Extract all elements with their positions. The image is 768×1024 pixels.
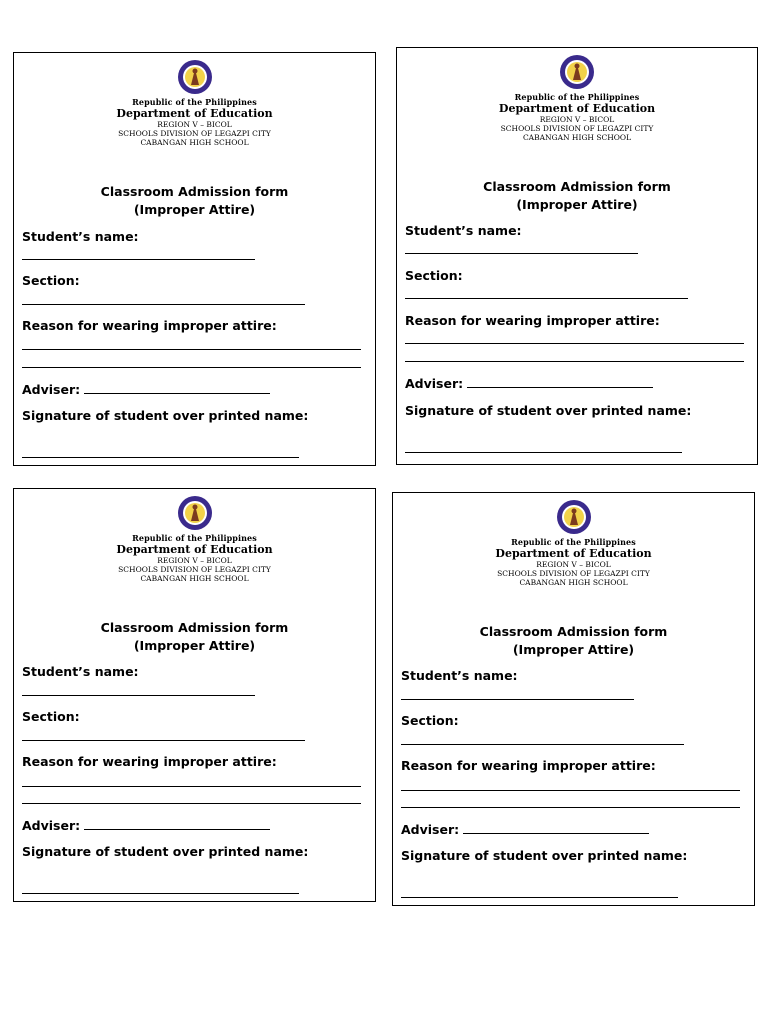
- adviser-line[interactable]: [84, 381, 270, 394]
- reason-line-2[interactable]: [405, 361, 744, 362]
- region-label: REGION V – BICOL: [536, 560, 611, 569]
- student-name-line[interactable]: [22, 695, 255, 696]
- admission-form-card-3: [13, 488, 376, 902]
- deped-seal-icon: [556, 499, 592, 535]
- reason-label: Reason for wearing improper attire:: [405, 313, 660, 328]
- form-subtitle: (Improper Attire): [133, 202, 256, 217]
- signature-line[interactable]: [22, 893, 299, 894]
- reason-line-1[interactable]: [401, 790, 740, 791]
- form-subtitle: (Improper Attire): [512, 642, 635, 657]
- division-label: SCHOOLS DIVISION OF LEGAZPI CITY: [497, 569, 650, 578]
- adviser-label: Adviser:: [401, 822, 460, 837]
- adviser-label: Adviser:: [22, 382, 81, 397]
- deped-seal-icon: [177, 495, 213, 531]
- signature-label: Signature of student over printed name:: [405, 403, 692, 418]
- adviser-line[interactable]: [467, 375, 653, 388]
- region-label: REGION V – BICOL: [157, 120, 232, 129]
- section-line[interactable]: [22, 740, 305, 741]
- region-label: REGION V – BICOL: [157, 556, 232, 565]
- form-title: Classroom Admission form: [483, 179, 671, 194]
- reason-line-1[interactable]: [22, 349, 361, 350]
- adviser-field: [22, 381, 270, 398]
- adviser-field: [401, 821, 649, 838]
- republic-label: Republic of the Philippines: [511, 537, 636, 547]
- section-line[interactable]: [22, 304, 305, 305]
- admission-form-card-4: [392, 492, 755, 906]
- school-label: CABANGAN HIGH SCHOOL: [519, 578, 628, 587]
- signature-line[interactable]: [401, 897, 678, 898]
- adviser-line[interactable]: [463, 821, 649, 834]
- student-name-line[interactable]: [405, 253, 638, 254]
- reason-line-2[interactable]: [401, 807, 740, 808]
- student-name-line[interactable]: [22, 259, 255, 260]
- form-title: Classroom Admission form: [479, 624, 668, 639]
- section-label: Section:: [22, 273, 80, 288]
- student-name-label: Student’s name:: [405, 223, 522, 238]
- section-label: Section:: [405, 268, 463, 283]
- adviser-field: [22, 817, 270, 834]
- student-name-label: Student’s name:: [22, 229, 139, 244]
- deped-seal-icon: [559, 54, 595, 90]
- division-label: SCHOOLS DIVISION OF LEGAZPI CITY: [118, 129, 271, 138]
- section-label: Section:: [401, 713, 459, 728]
- reason-line-1[interactable]: [22, 786, 361, 787]
- school-label: CABANGAN HIGH SCHOOL: [522, 133, 632, 142]
- reason-label: Reason for wearing improper attire:: [22, 318, 277, 333]
- section-line[interactable]: [405, 298, 688, 299]
- school-label: CABANGAN HIGH SCHOOL: [140, 574, 249, 583]
- deped-header: [14, 495, 375, 583]
- section-line[interactable]: [401, 744, 684, 745]
- deped-header: [14, 59, 375, 147]
- deped-header: [393, 499, 754, 587]
- signature-line[interactable]: [405, 452, 682, 453]
- department-label: Department of Education: [495, 547, 652, 560]
- reason-line-2[interactable]: [22, 803, 361, 804]
- form-subtitle: (Improper Attire): [516, 197, 638, 212]
- department-label: Department of Education: [498, 102, 656, 115]
- division-label: SCHOOLS DIVISION OF LEGAZPI CITY: [500, 124, 654, 133]
- student-name-line[interactable]: [401, 699, 634, 700]
- department-label: Department of Education: [116, 543, 273, 556]
- adviser-line[interactable]: [84, 817, 270, 830]
- adviser-label: Adviser:: [22, 818, 81, 833]
- deped-header: [397, 54, 757, 142]
- form-title: Classroom Admission form: [100, 184, 289, 199]
- republic-label: Republic of the Philippines: [132, 97, 257, 107]
- form-subtitle: (Improper Attire): [133, 638, 256, 653]
- reason-label: Reason for wearing improper attire:: [401, 758, 656, 773]
- adviser-field: [405, 375, 653, 392]
- student-name-label: Student’s name:: [22, 664, 139, 679]
- signature-label: Signature of student over printed name:: [22, 408, 309, 423]
- signature-label: Signature of student over printed name:: [401, 848, 688, 863]
- republic-label: Republic of the Philippines: [514, 92, 640, 102]
- student-name-label: Student’s name:: [401, 668, 518, 683]
- section-label: Section:: [22, 709, 80, 724]
- adviser-label: Adviser:: [405, 376, 464, 391]
- department-label: Department of Education: [116, 107, 273, 120]
- reason-label: Reason for wearing improper attire:: [22, 754, 277, 769]
- admission-form-card-2: [396, 47, 758, 465]
- school-label: CABANGAN HIGH SCHOOL: [140, 138, 249, 147]
- signature-line[interactable]: [22, 457, 299, 458]
- form-title: Classroom Admission form: [100, 620, 289, 635]
- admission-form-card-1: [13, 52, 376, 466]
- deped-seal-icon: [177, 59, 213, 95]
- reason-line-2[interactable]: [22, 367, 361, 368]
- reason-line-1[interactable]: [405, 343, 744, 344]
- republic-label: Republic of the Philippines: [132, 533, 257, 543]
- signature-label: Signature of student over printed name:: [22, 844, 309, 859]
- region-label: REGION V – BICOL: [539, 115, 615, 124]
- division-label: SCHOOLS DIVISION OF LEGAZPI CITY: [118, 565, 271, 574]
